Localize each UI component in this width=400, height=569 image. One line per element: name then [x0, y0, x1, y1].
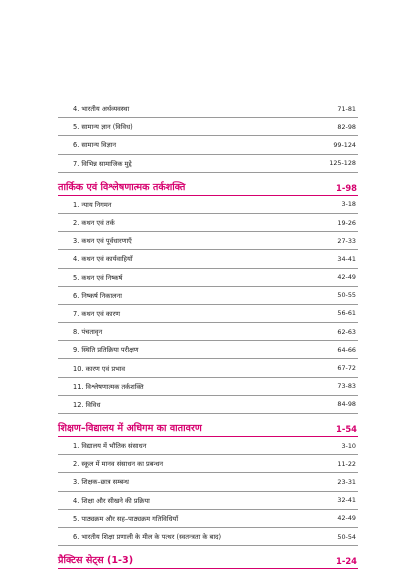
- toc-row-pages: 19-26: [337, 218, 356, 227]
- practice-sets-pages: 1-24: [336, 556, 357, 567]
- toc-section-learning-environment: [58, 416, 358, 546]
- toc-row-pages: 64-66: [337, 345, 356, 354]
- toc-row: [58, 100, 358, 118]
- section-heading: [58, 175, 358, 196]
- section-heading-pages: 1-54: [336, 424, 357, 434]
- practice-sets-heading: [58, 548, 358, 569]
- toc-row-pages: 32-41: [337, 496, 356, 505]
- toc-row: [58, 287, 358, 305]
- toc-row-pages: 67-72: [337, 364, 356, 373]
- toc-row-label: 6. सामान्य विज्ञान: [73, 141, 117, 150]
- toc-row-pages: 50-55: [337, 291, 356, 300]
- toc-row-pages: 3-18: [341, 200, 356, 209]
- toc-row-pages: 27-33: [337, 236, 356, 245]
- toc-row-pages: 82-98: [337, 122, 356, 131]
- toc-row-label: 5. सामान्य ज्ञान (विविध): [73, 123, 133, 132]
- practice-sets-title: प्रैक्टिस सेट्स (1-3): [58, 555, 134, 567]
- toc-row: [58, 396, 358, 414]
- toc-row: [58, 136, 358, 154]
- table-of-contents: [58, 100, 358, 569]
- toc-row-label: 7. कथन एवं कारण: [73, 309, 121, 318]
- toc-row-label: 7. विभिन्न सामाजिक मुद्दे: [73, 159, 132, 168]
- section-heading-title: शिक्षण–विद्यालय में अधिगम का वातावरण: [58, 423, 202, 434]
- toc-row-pages: 73-83: [337, 382, 356, 391]
- toc-row-label: 1. न्याय निगमन: [73, 200, 112, 209]
- toc-row-label: 4. कथन एवं कार्यवाहियाँ: [73, 255, 133, 264]
- toc-row: [58, 528, 358, 546]
- toc-row-pages: 62-63: [337, 327, 356, 336]
- toc-row: [58, 196, 358, 214]
- toc-row-pages: 50-54: [337, 532, 356, 541]
- toc-row-label: 2. कथन एवं तर्क: [73, 219, 115, 228]
- toc-row-pages: 99-124: [333, 140, 356, 149]
- toc-row: [58, 214, 358, 232]
- toc-row-label: 4. भारतीय अर्थव्यवस्था: [73, 105, 130, 114]
- toc-row: [58, 492, 358, 510]
- toc-row-pages: 71-81: [337, 104, 356, 113]
- toc-row-label: 2. स्कूल में मानव संसाधन का प्रबन्धन: [73, 460, 164, 469]
- toc-row: [58, 269, 358, 287]
- toc-row-label: 6. भारतीय शिक्षा प्रणाली के मील के पत्थर (स्वतन्त्रता के बाद): [73, 533, 222, 542]
- toc-row-pages: 23-31: [337, 477, 356, 486]
- toc-row-pages: 42-49: [337, 514, 356, 523]
- toc-row-label: 4. शिक्षा और सीखने की प्रक्रिया: [73, 496, 150, 505]
- toc-row: [58, 341, 358, 359]
- toc-row: [58, 323, 358, 341]
- toc-section-reasoning: [58, 175, 358, 414]
- toc-row: [58, 510, 358, 528]
- toc-section-economy-misc: [58, 100, 358, 173]
- toc-row-pages: 84-98: [337, 400, 356, 409]
- toc-row: [58, 305, 358, 323]
- toc-row: [58, 155, 358, 173]
- toc-row-label: 11. विश्लेषणात्मक तर्कशक्ति: [73, 382, 144, 391]
- toc-row-label: 8. पंचतावृन: [73, 328, 103, 337]
- toc-row: [58, 359, 358, 377]
- toc-row-pages: 11-22: [337, 459, 356, 468]
- toc-row: [58, 250, 358, 268]
- toc-row-label: 3. शिक्षक–छात्र सम्बन्ध: [73, 478, 129, 487]
- toc-row-label: 3. कथन एवं पूर्वधारणाएँ: [73, 237, 132, 246]
- toc-row: [58, 437, 358, 455]
- toc-row: [58, 378, 358, 396]
- toc-row-pages: 3-10: [341, 441, 356, 450]
- toc-row-label: 5. पाठ्यक्रम और सह–पाठ्यक्रम गतिविधियाँ: [73, 514, 179, 523]
- toc-row-pages: 56-61: [337, 309, 356, 318]
- toc-row: [58, 455, 358, 473]
- toc-row-label: 9. स्थिति प्रतिक्रिया परीक्षण: [73, 346, 139, 355]
- toc-row: [58, 118, 358, 136]
- toc-row-pages: 125-128: [329, 159, 356, 168]
- toc-row: [58, 473, 358, 491]
- toc-row-pages: 34-41: [337, 254, 356, 263]
- section-heading-title: तार्किक एवं विश्लेषणात्मक तर्कशक्ति: [58, 181, 186, 193]
- section-heading-pages: 1-98: [336, 182, 357, 193]
- toc-row-label: 5. कथन एवं निष्कर्ष: [73, 273, 123, 282]
- section-heading: [58, 416, 358, 437]
- toc-row-pages: 42-49: [337, 273, 356, 282]
- toc-row: [58, 232, 358, 250]
- toc-row-label: 12. विविध: [73, 400, 101, 409]
- toc-row-label: 10. कारण एवं प्रभाव: [73, 364, 126, 373]
- toc-row-label: 6. निष्कर्ष निकालना: [73, 291, 122, 300]
- toc-row-label: 1. विद्यालय में भौतिक संसाधन: [73, 442, 147, 451]
